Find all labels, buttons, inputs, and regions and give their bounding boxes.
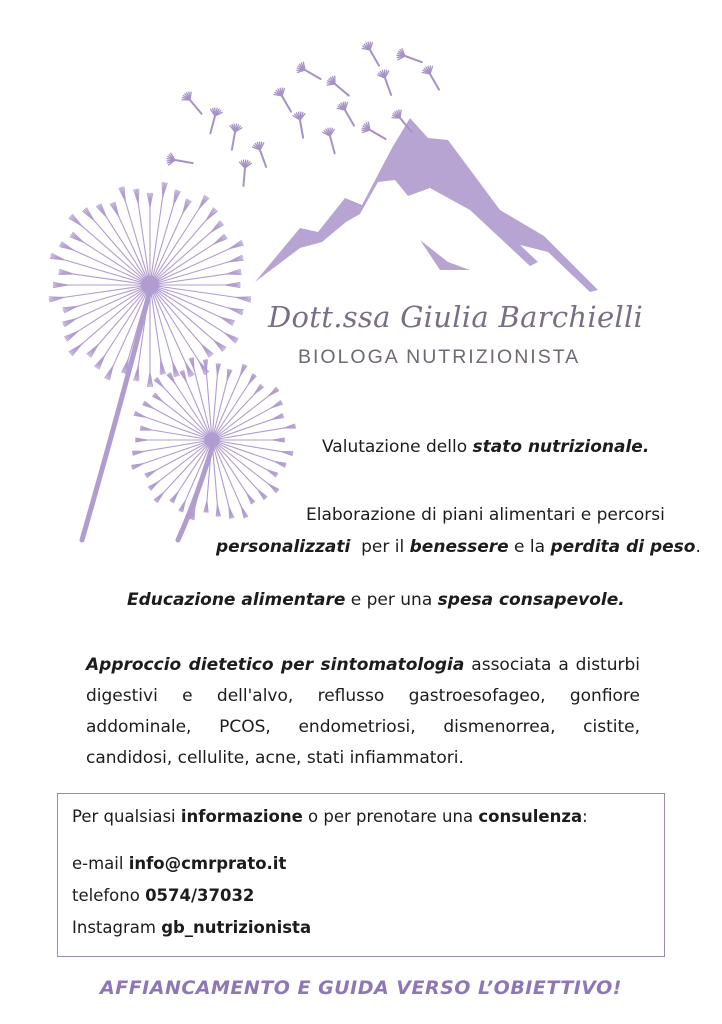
contact-email: e-mail info@cmrprato.it: [72, 854, 287, 873]
service-line-plans: Elaborazione di piani alimentari e percorsi: [306, 505, 665, 525]
contact-intro: Per qualsiasi informazione o per prenotare una consulenza:: [72, 807, 588, 826]
contact-instagram: Instagram gb_nutrizionista: [72, 918, 312, 937]
contact-box: [57, 793, 665, 957]
service-line-assessment: Valutazione dello stato nutrizionale.: [322, 437, 650, 457]
mountain-icon: [255, 118, 598, 292]
approach-paragraph: Approccio dietetico per sintomatologia associata a disturbi digestivi e dell'alvo, reflusso gastroesofageo, gonfiore addominale, PCOS, endometriosi, dismenorrea, cistite, candidosi, cellulite, acne, stati infiammatori.: [86, 655, 640, 768]
email-link[interactable]: info@cmrprato.it: [128, 854, 287, 873]
service-line-education: Educazione alimentare e per una spesa consapevole.: [127, 590, 625, 610]
slogan: AFFIANCAMENTO E GUIDA VERSO L’OBIETTIVO!: [100, 977, 622, 999]
service-line-personalized: personalizzati per il benessere e la perdita di peso.: [216, 537, 701, 557]
contact-phone: telefono 0574/37032: [72, 886, 255, 905]
phone-number[interactable]: 0574/37032: [145, 886, 255, 905]
brand-title: BIOLOGA NUTRIZIONISTA: [298, 346, 581, 368]
dandelion-icon: [49, 183, 295, 540]
instagram-handle[interactable]: gb_nutrizionista: [161, 918, 312, 937]
brand-name: Dott.ssa Giulia Barchielli: [268, 300, 644, 334]
